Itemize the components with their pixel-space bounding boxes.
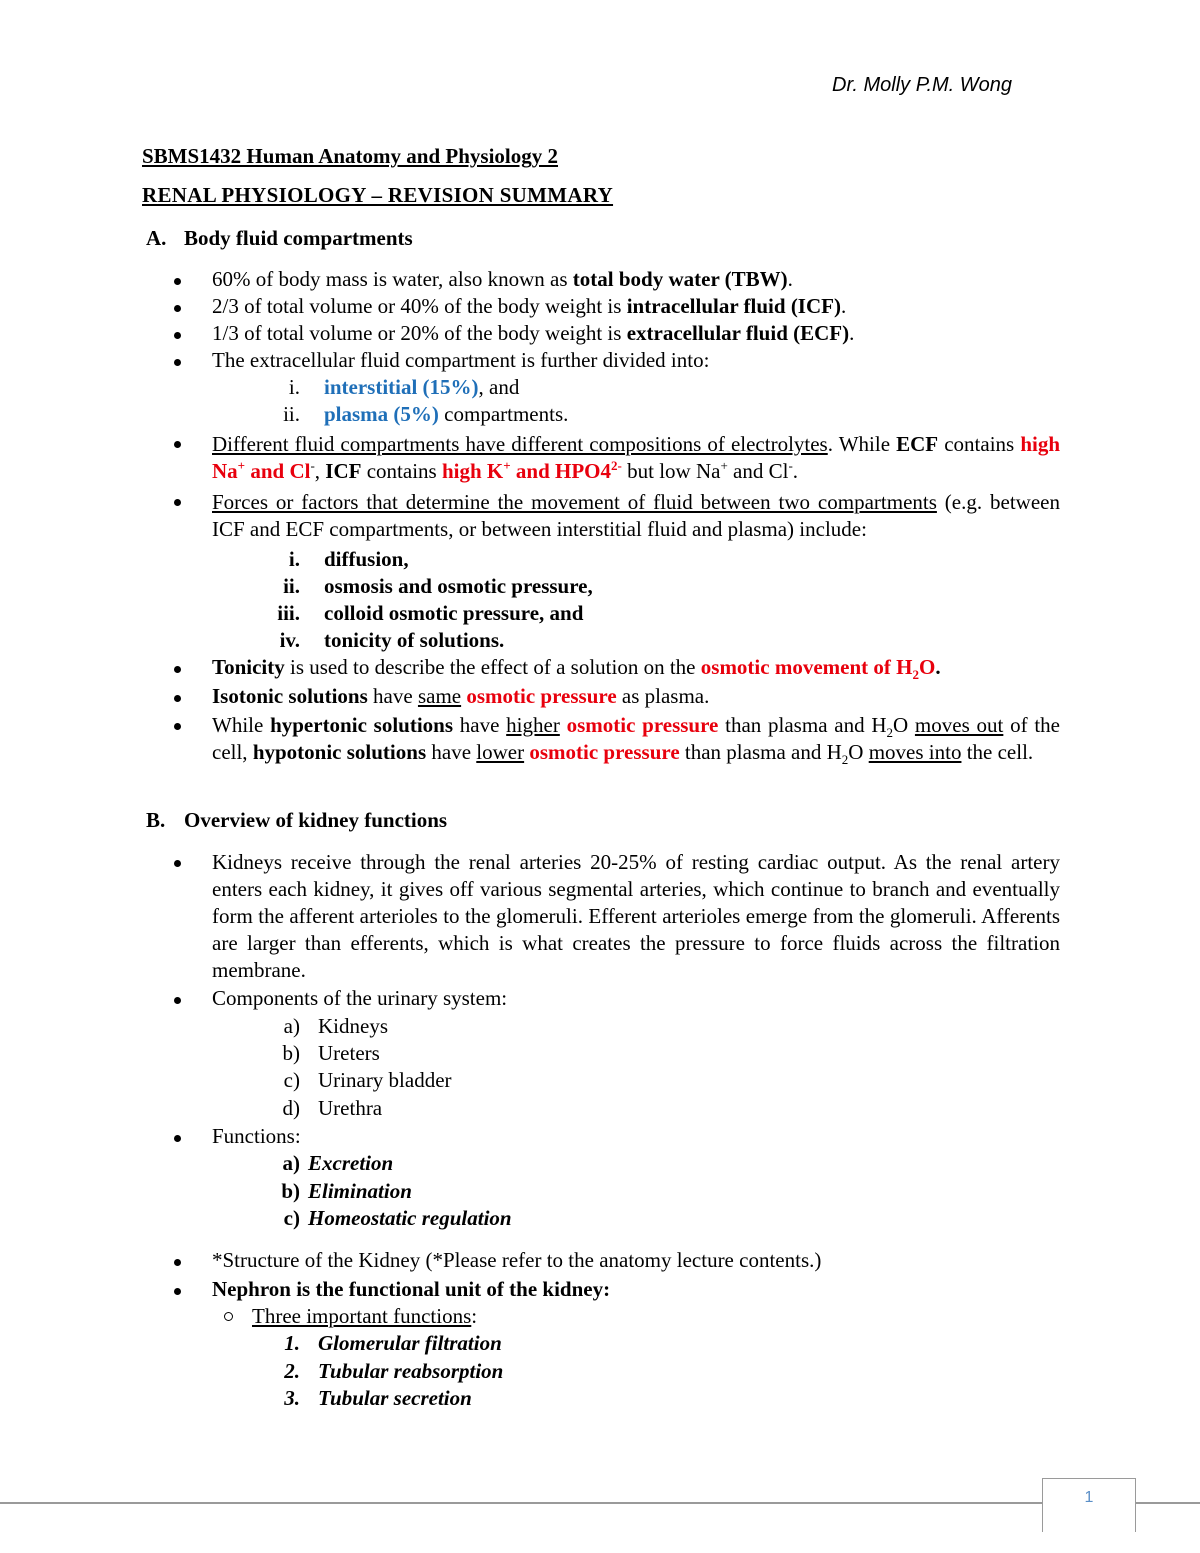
section-a-bullet-6: Forces or factors that determine the movement of fluid between two compartments (e.g. between ICF and ECF compartments, or between interstitial fluid and plasma) include:	[212, 490, 1060, 541]
list-letter: c)	[283, 1068, 300, 1092]
bullet-icon	[174, 359, 181, 366]
bullet-icon	[174, 441, 181, 448]
roman-numeral: i.	[288, 547, 300, 571]
component-item: Urinary bladder	[318, 1068, 452, 1092]
nephron-function-item: Tubular secretion	[318, 1386, 472, 1410]
list-letter: b)	[282, 1041, 300, 1065]
footer-rule	[1136, 1502, 1200, 1504]
component-item: Kidneys	[318, 1014, 388, 1038]
function-item: Excretion	[308, 1151, 394, 1175]
list-number: 2.	[284, 1359, 300, 1383]
author-name: Dr. Molly P.M. Wong	[832, 74, 1013, 96]
section-a-bullet-8: Isotonic solutions have same osmotic pressure as plasma.	[212, 684, 710, 708]
bullet-icon	[174, 860, 181, 867]
bullet-icon	[174, 305, 181, 312]
bullet-icon	[174, 1259, 181, 1266]
force-item: osmosis and osmotic pressure,	[324, 574, 593, 598]
section-b-bullet-4: *Structure of the Kidney (*Please refer to the anatomy lecture contents.)	[212, 1248, 822, 1272]
force-item: colloid osmotic pressure, and	[324, 601, 584, 625]
circle-bullet-icon	[224, 1312, 233, 1321]
section-a-letter: A.	[146, 226, 167, 250]
section-b-bullet-2: Components of the urinary system:	[212, 986, 508, 1010]
document-title: RENAL PHYSIOLOGY – REVISION SUMMARY	[142, 183, 614, 207]
function-item: Homeostatic regulation	[308, 1206, 512, 1230]
list-letter: a)	[282, 1151, 300, 1175]
component-item: Urethra	[318, 1096, 383, 1120]
bullet-icon	[174, 1135, 181, 1142]
section-b-letter: B.	[146, 808, 166, 832]
nephron-function-item: Glomerular filtration	[318, 1331, 502, 1355]
section-b-heading: Overview of kidney functions	[184, 808, 448, 832]
section-a-bullet-2: 2/3 of total volume or 40% of the body weight is intracellular fluid (ICF).	[212, 294, 847, 318]
roman-numeral: iv.	[279, 628, 300, 652]
bullet-icon	[174, 666, 181, 673]
list-letter: d)	[282, 1096, 300, 1120]
section-a-bullet-7: Tonicity is used to describe the effect of a solution on the osmotic movement of $H_2O$.	[212, 655, 941, 683]
force-item: diffusion,	[324, 547, 409, 571]
section-b-bullet-5: Nephron is the functional unit of the kidney:	[212, 1277, 611, 1301]
bullet-icon	[174, 332, 181, 339]
list-letter: b)	[281, 1179, 300, 1203]
bullet-icon	[174, 278, 181, 285]
sub-bullet-three-functions: Three important functions:	[252, 1304, 478, 1328]
footer-rule	[0, 1502, 1042, 1504]
roman-numeral: ii.	[283, 402, 300, 426]
bullet-icon	[174, 695, 181, 702]
ecf-subdivision-plasma: plasma (5%) compartments.	[324, 402, 569, 426]
nephron-function-item: Tubular reabsorption	[318, 1359, 504, 1383]
bullet-icon	[174, 499, 181, 506]
list-letter: a)	[283, 1014, 300, 1038]
bullet-icon	[174, 723, 181, 730]
list-number: 1.	[284, 1331, 300, 1355]
list-letter: c)	[283, 1206, 300, 1230]
ecf-subdivision-interstitial: interstitial (15%), and	[324, 375, 520, 399]
bullet-icon	[174, 997, 181, 1004]
section-a-bullet-3: 1/3 of total volume or 20% of the body weight is extracellular fluid (ECF).	[212, 321, 855, 345]
component-item: Ureters	[318, 1041, 380, 1065]
section-b-bullet-3: Functions:	[212, 1124, 301, 1148]
roman-numeral: i.	[288, 375, 300, 399]
force-item: tonicity of solutions.	[324, 628, 505, 652]
section-a-bullet-9: While hypertonic solutions have higher osmotic pressure than plasma and $H_2O$ moves out of the cell, hypotonic solutions have lower osmotic pressure than plasma and $H_2O$ moves into the cell.	[212, 713, 1060, 768]
section-a-bullet-1: 60% of body mass is water, also known as total body water (TBW).	[212, 267, 793, 291]
section-a-heading: Body fluid compartments	[184, 226, 413, 250]
course-title: SBMS1432 Human Anatomy and Physiology 2	[142, 144, 559, 168]
section-a-bullet-4: The extracellular fluid compartment is further divided into:	[212, 348, 710, 372]
function-item: Elimination	[308, 1179, 412, 1203]
page-number: 1	[1084, 1489, 1094, 1506]
roman-numeral: iii.	[277, 601, 300, 625]
bullet-icon	[174, 1288, 181, 1295]
section-a-bullet-5: Different fluid compartments have different compositions of electrolytes. While ECF contains high Na+ and Cl-, ICF contains high K+ and $HPO4^{2-}$ but low Na+ and Cl-.	[212, 432, 1061, 483]
section-b-bullet-1: Kidneys receive through the renal arteries 20-25% of resting cardiac output. As the renal artery enters each kidney, it gives off various segmental arteries, which continue to branch and eventually form the afferent arterioles to the glomeruli. Efferent arterioles emerge from the glomeruli. Afferents are larger than efferents, which is what creates the pressure to force fluids across the filtration membrane.	[212, 850, 1060, 982]
roman-numeral: ii.	[283, 574, 300, 598]
list-number: 3.	[284, 1386, 300, 1410]
